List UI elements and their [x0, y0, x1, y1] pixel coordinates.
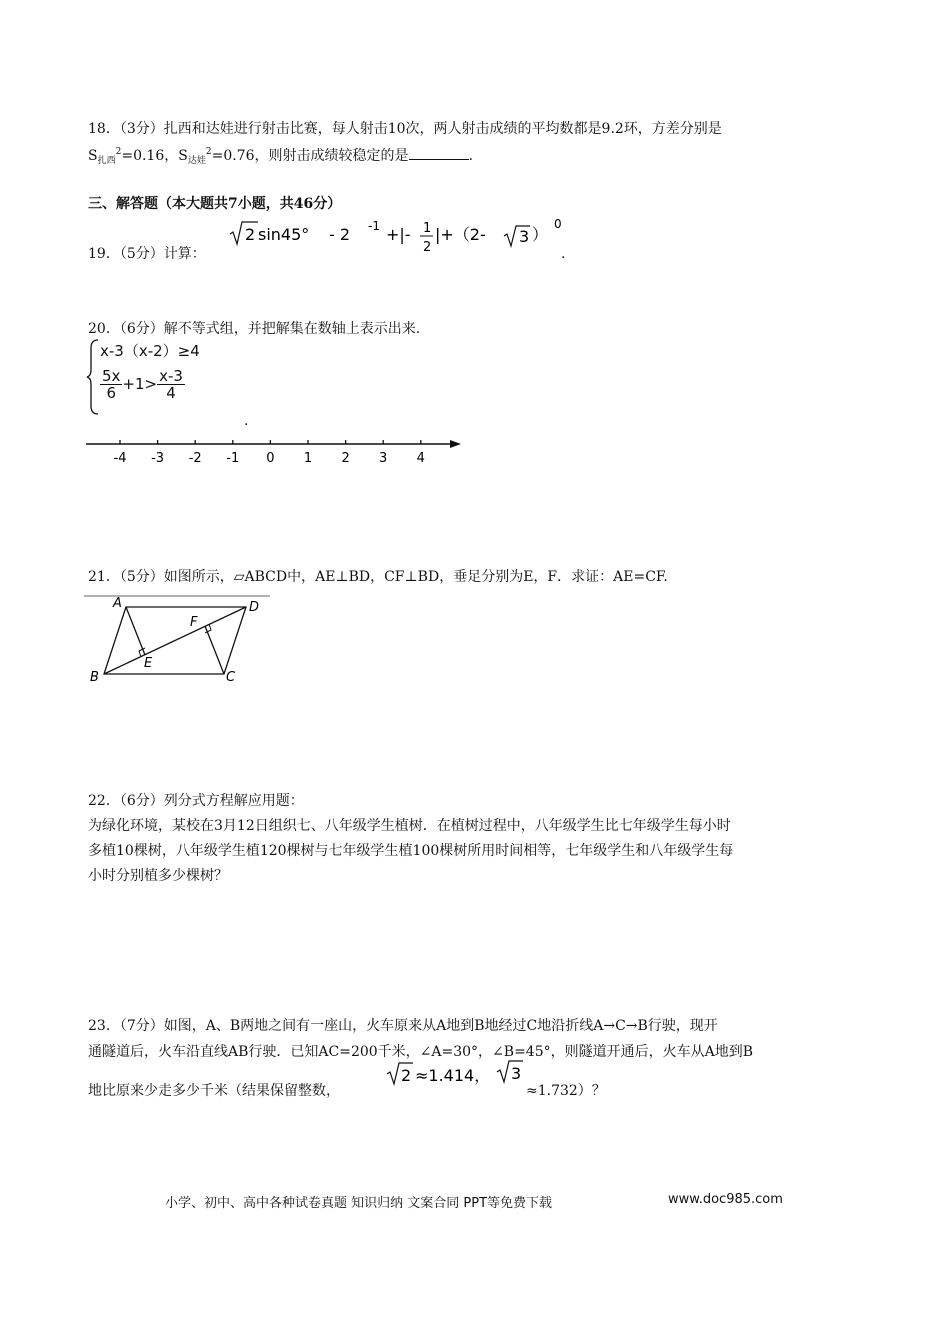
q23-approx2: ≈1.732）？ [526, 1083, 606, 1099]
number-line-tick-label: 0 [266, 451, 275, 466]
q18-line1: 18．（3分）扎西和达娃进行射击比赛，每人射击10次，两人射击成绩的平均数都是9.2环，方差分别是 [88, 121, 722, 137]
q20-dot: . [244, 413, 249, 429]
q18-sub2: 达娃 [187, 156, 206, 166]
q19-zero: 0 [554, 218, 562, 231]
q18-sup2: 2 [205, 147, 212, 157]
label-c: C [226, 670, 236, 685]
q19-sin: sin45° [258, 225, 310, 244]
q20-frac-left [100, 368, 122, 401]
q23-line3: 地比原来少走多少千米（结果保留整数， [88, 1083, 340, 1099]
q23-approx-formula [385, 1058, 535, 1090]
q18-sub1: 扎西 [97, 156, 116, 166]
q22-line1: 22．（6分）列分式方程解应用题： [88, 793, 304, 809]
q18-end: . [468, 148, 473, 164]
q19-formula-svg [228, 218, 573, 260]
label-d: D [249, 600, 260, 615]
q19-abs-open: +|- [386, 225, 411, 244]
q20-frac-left-den: 6 [106, 384, 116, 402]
q18-answer-blank[interactable] [409, 145, 469, 160]
q18-s-label: S [88, 148, 98, 164]
q20-frac-right-num: x-3 [159, 367, 183, 385]
q20-text: 20．（6分）解不等式组，并把解集在数轴上表示出来. [88, 321, 421, 337]
q22-line4: 小时分别植多少棵树？ [88, 868, 228, 884]
q23-line2: 通隧道后，火车沿直线AB行驶．已知AC=200千米，∠A=30°，∠B=45°，则隧道开通后，火车从A地到B [88, 1044, 754, 1060]
number-line-tick-label: -2 [188, 451, 202, 466]
q18-line2 [88, 145, 473, 169]
q19-end: . [561, 246, 566, 262]
q18-val2: =0.76，则射击成绩较稳定的是 [211, 148, 409, 164]
q23-sqrt3: 3 [511, 1064, 522, 1083]
footer-url[interactable]: www.doc985.com [668, 1192, 783, 1207]
number-line-tick-label: 1 [303, 451, 313, 466]
q23-approx1: ≈1.414， [415, 1066, 491, 1085]
q20-inequality-system [86, 338, 266, 418]
q20-ineq2 [100, 368, 185, 401]
q20-frac-right [157, 368, 185, 401]
q19-close: ） [532, 225, 549, 244]
q20-frac-right-den: 4 [166, 384, 176, 402]
q22-line2: 为绿化环境，某校在3月12日组织七、八年级学生植树．在植树过程中，八年级学生比七年级学生每小时 [88, 818, 731, 834]
label-e: E [144, 656, 153, 671]
q19-minus-two: - 2 [329, 225, 351, 244]
q22-line3: 多植10棵树，八年级学生植120棵树与七年级学生植100棵树所用时间相等，七年级学生和八年级学生每 [88, 843, 734, 859]
q19-prefix: 19．（5分）计算： [88, 246, 206, 262]
q23-line1: 23．（7分）如图，A、B两地之间有一座山，火车原来从A地到B地经过C地沿折线A→C→B行驶，现开 [88, 1018, 718, 1034]
q23-sqrt2: 2 [401, 1066, 412, 1085]
left-brace-icon [86, 338, 100, 416]
parallelogram-figure [84, 592, 270, 688]
footer-text: 小学、初中、高中各种试卷真题 知识归纳 文案合同 PPT等免费下载 [165, 1196, 553, 1211]
diagonal-bd [104, 607, 246, 674]
segment-ae [126, 607, 145, 655]
number-line-tick-label: -3 [151, 451, 165, 466]
label-a: A [113, 596, 122, 611]
number-line-tick-label: -1 [226, 451, 240, 466]
q19-abs-close: |+（2- [435, 225, 486, 244]
segment-cf [205, 626, 224, 674]
q19-sqrt3: 3 [519, 227, 530, 246]
label-f: F [190, 615, 198, 630]
number-line [86, 432, 466, 472]
q21-text: 21．（5分）如图所示，▱ABCD中，AE⊥BD，CF⊥BD，垂足分别为E，F．求证：AE=CF. [88, 569, 668, 585]
q20-ineq2-mid: +1> [122, 375, 158, 393]
number-line-tick-label: 2 [341, 451, 350, 466]
q20-frac-left-num: 5x [102, 367, 121, 385]
section-3-heading: 三、解答题（本大题共7小题，共46分） [88, 196, 342, 212]
q19-half-den: 2 [423, 240, 432, 255]
q19-exponent: -1 [368, 219, 380, 233]
q19-half-num: 1 [423, 221, 432, 236]
arrow-right-icon [450, 440, 461, 448]
q18-val1: =0.16，S [121, 148, 188, 164]
q19-sqrt2: 2 [245, 225, 256, 244]
number-line-tick-label: 3 [379, 451, 388, 466]
label-b: B [90, 670, 99, 685]
q18-sup1: 2 [115, 147, 122, 157]
number-line-tick-label: -4 [113, 451, 127, 466]
q20-ineq1: x-3（x-2）≥4 [100, 342, 200, 360]
number-line-tick-label: 4 [416, 451, 425, 466]
